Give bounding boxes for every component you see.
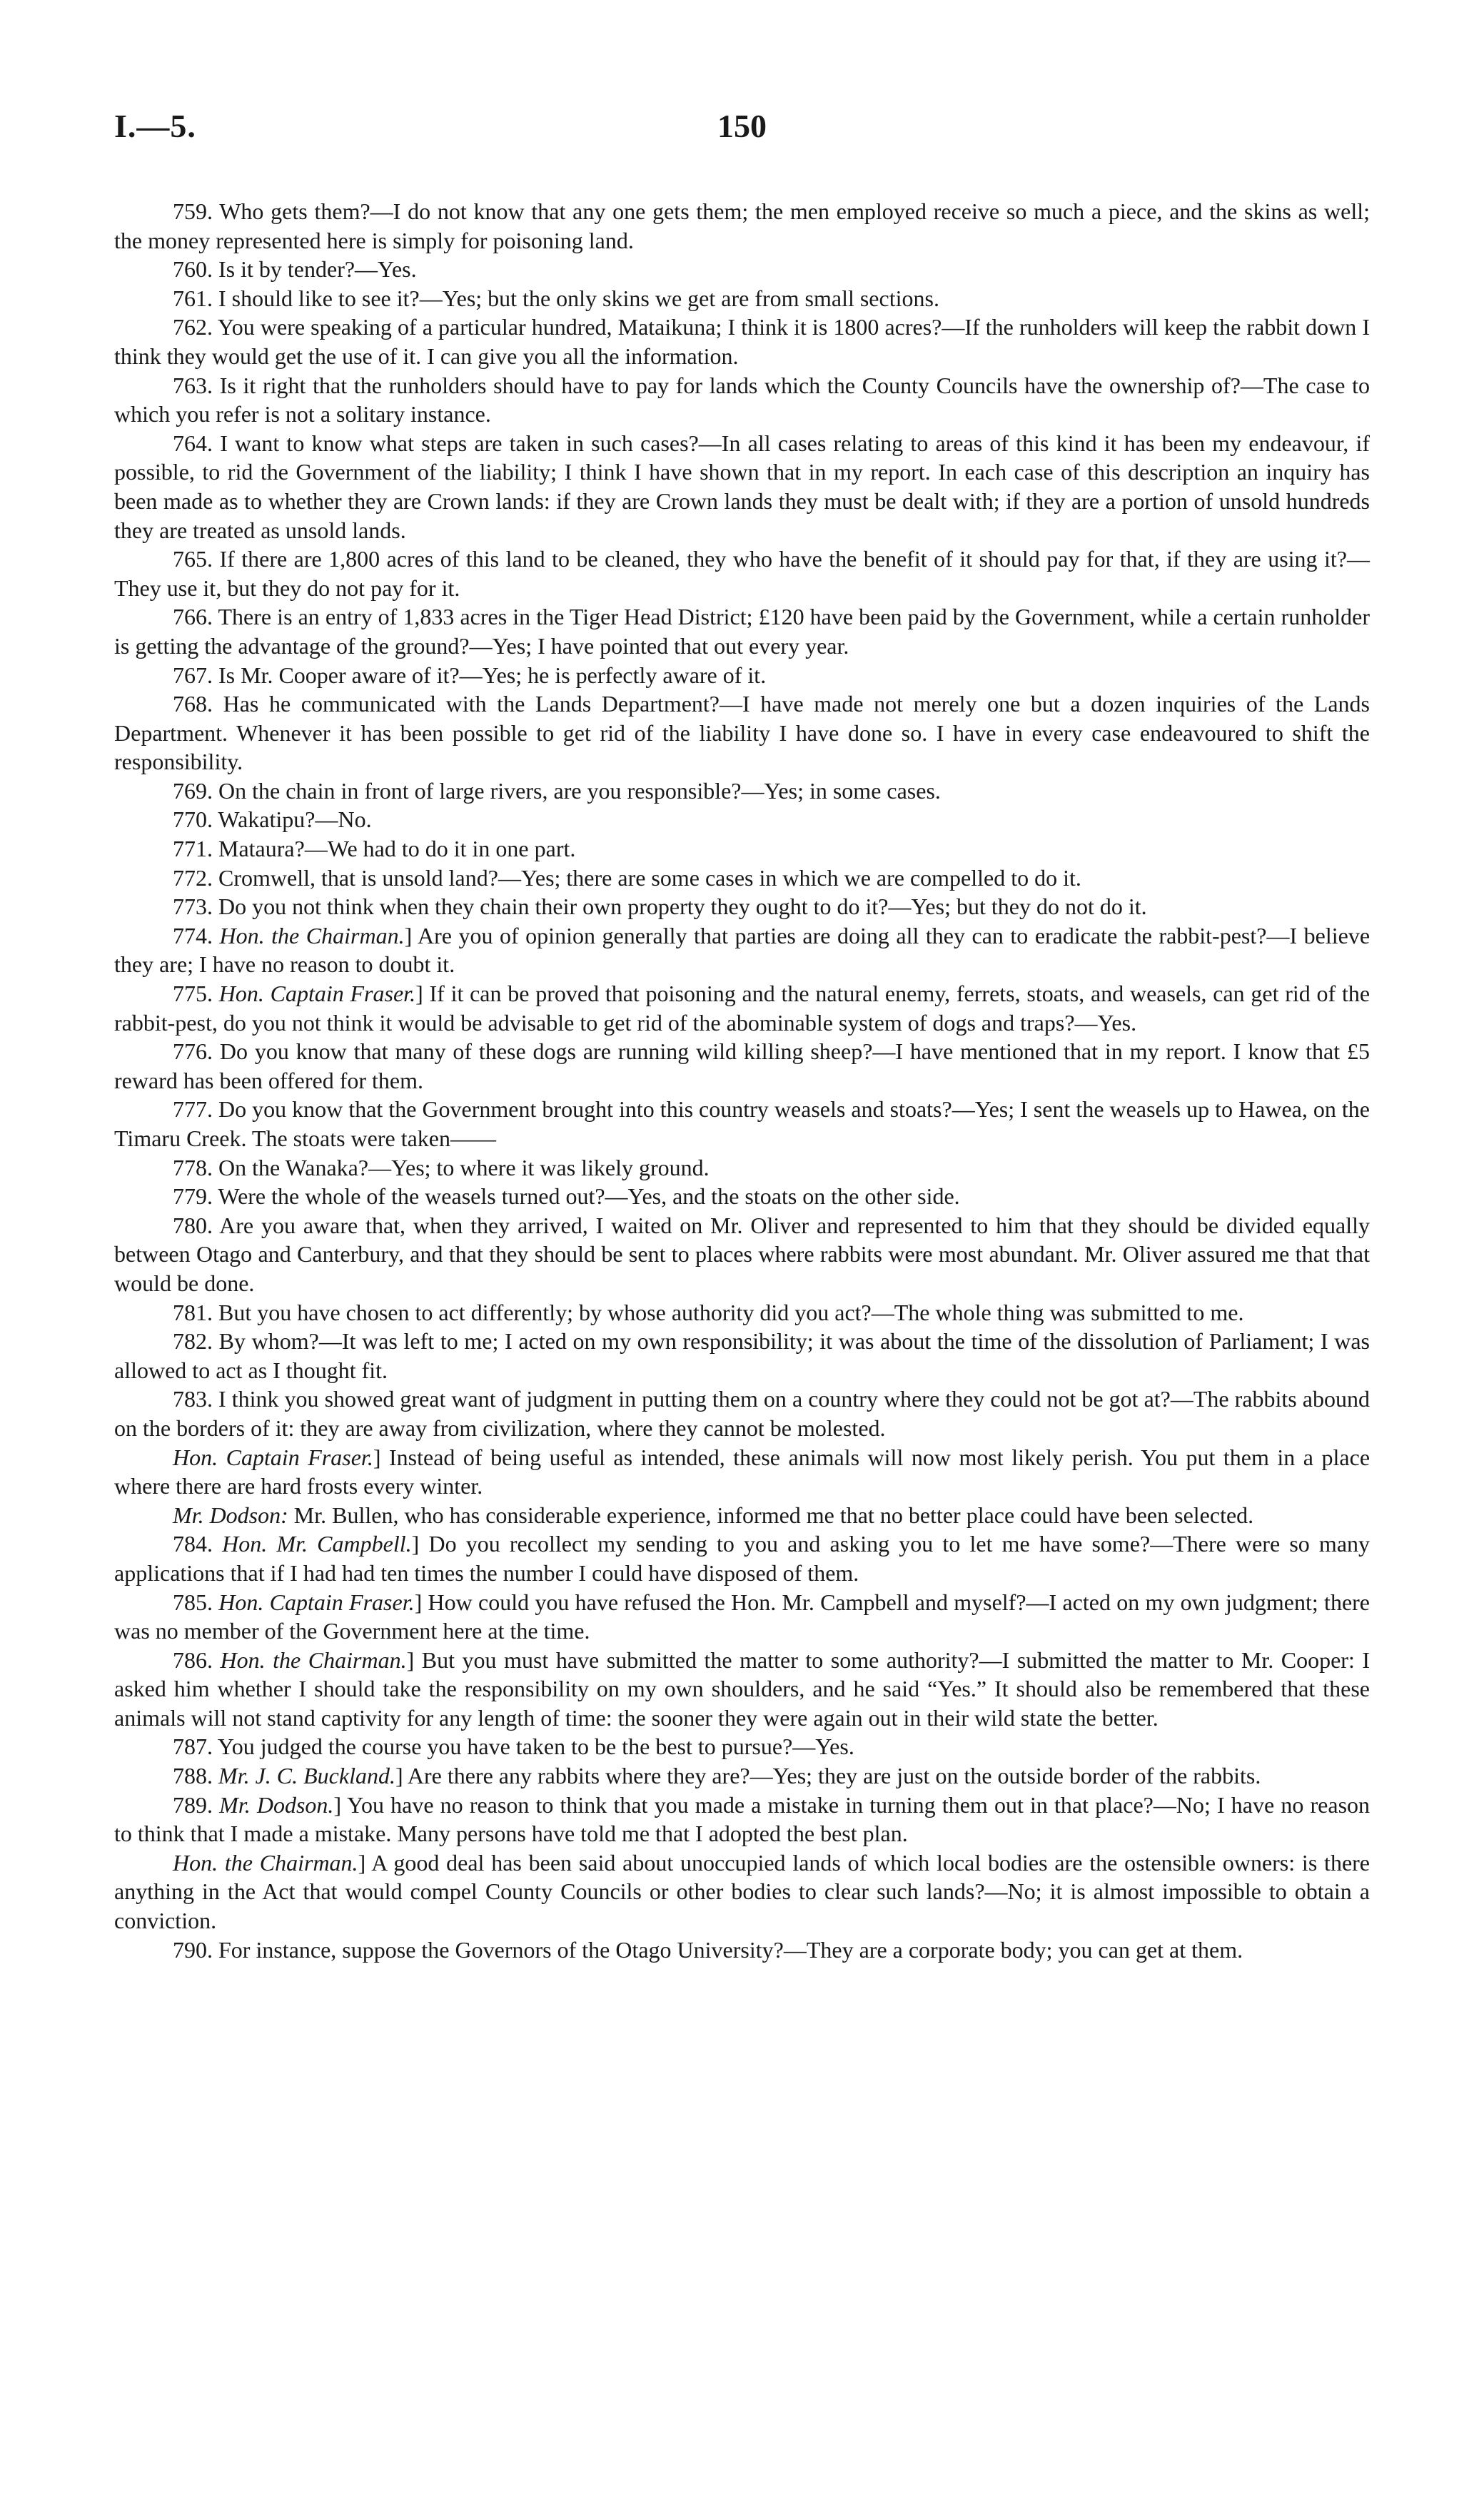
evidence-paragraph [114,776,1370,806]
speaker-name: Mr. J. C. Buckland. [218,1763,395,1789]
paper-reference: I.—5. [114,108,196,144]
paragraph-text: 759. Who gets them?—I do not know that any one gets them; the men employed receive so much a piece, and the skins as well; the money represented here is simply for poisoning land. [114,198,1370,253]
paragraph-text: Are you of opinion generally that parties are doing all they can to eradicate the rabbit-pest?—I believe they are; I have no reason to doubt it. [114,922,1371,978]
paragraph-text: Do you recollect my sending to you and asking you to let me have some?—There were so many applications that if I had had ten times the number I could have disposed of them. [114,1531,1371,1586]
paragraph-text: Mr. Bullen, who has considerable experience, informed me that no better place could have been selected. [293,1502,1254,1528]
evidence-paragraph: 774. Hon. the Chairman.] Are you of opinion generally that parties are doing all they can to eradicate the rabbit-pest?—I believe they are; I have no reason to doubt it. [114,922,1371,978]
paragraph-text: But you must have submitted the matter to some authority?—I submitted the matter to Mr. Cooper: I asked him whether I should take the responsibility on my own shoulders, and he said “Yes.” It should also be remembered that these animals will not stand captivity for any length of time: the sooner they were again out in their wild state the better. [114,1646,1371,1731]
speaker-name: Hon. Captain Fraser. [173,1444,373,1470]
question-number: 785. [173,1589,213,1615]
question-number: 784. [173,1531,213,1557]
paragraph-text: 761. I should like to see it?—Yes; but the only skins we get are from small sections. [173,285,939,311]
paragraph-text: 764. I want to know what steps are taken in such cases?—In all cases relating to areas of this kind it has been my endeavour, if possible, to rid the Government of the liability; I think I have shown that in my report. In each case of this description an inquiry has been made as to whether they are Crown lands: if they are Crown lands they must be dealt with; if they are a portion of unsold hundreds they are treated as unsold lands. [114,430,1370,543]
evidence-paragraph: Hon. Captain Fraser.] Instead of being useful as intended, these animals will now most likely perish. You put them in a place where there are hard frosts every winter. [114,1444,1371,1499]
speaker-name: Hon. the Chairman. [219,922,405,948]
evidence-paragraph [114,805,1370,834]
page-header [114,107,1370,164]
evidence-paragraph [114,864,1370,893]
evidence-paragraph: 775. Hon. Captain Fraser.] If it can be proved that poisoning and the natural enemy, ferrets, stoats, and weasels, can get rid of the rabbit-pest, do you not think it would be advisable to get rid of the abominable system of dogs and traps?—Yes. [114,981,1371,1036]
evidence-paragraph [114,1327,1370,1385]
evidence-paragraph: 784. Hon. Mr. Campbell.] Do you recollect my sending to you and asking you to let me have some?—There were so many applications that if I had had ten times the number I could have disposed of them. [114,1531,1371,1586]
paragraph-text: If it can be proved that poisoning and the natural enemy, ferrets, stoats, and weasels, can get rid of the rabbit-pest, do you not think it would be advisable to get rid of the abominable system of dogs and traps?—Yes. [114,981,1371,1036]
paragraph-text: 776. Do you know that many of these dogs are running wild killing sheep?—I have mentioned that in my report. I know that £5 reward has been offered for them. [114,1038,1370,1093]
paragraph-text: 781. But you have chosen to act differently; by whose authority did you act?—The whole thing was submitted to me. [173,1299,1244,1325]
paragraph-text: 783. I think you showed great want of judgment in putting them on a country where they could not be got at?—The rabbits abound on the borders of it: they are away from civilization, where they cannot be molested. [114,1386,1370,1441]
speaker-name: Hon. the Chairman. [173,1849,358,1876]
evidence-paragraph: 785. Hon. Captain Fraser.] How could you have refused the Hon. Mr. Campbell and myself?—I acted on my own judgment; there was no member of the Government here at the time. [114,1589,1370,1644]
evidence-paragraph [114,1153,1370,1183]
paragraph-text: 780. Are you aware that, when they arrived, I waited on Mr. Oliver and represented to him that they should be divided equally between Otago and Canterbury, and that they should be sent to places where rabbits were most abundant. Mr. Oliver assured me that that would be done. [114,1212,1370,1296]
paragraph-text: You have no reason to think that you made a mistake in turning them out in that place?—No; I have no reason to think that I made a mistake. Many persons have told me that I adopted the best plan. [114,1791,1371,1847]
evidence-paragraph [114,284,1370,313]
paragraph-text: 787. You judged the course you have taken to be the best to pursue?—Yes. [173,1734,854,1760]
evidence-paragraph [114,1298,1370,1327]
paragraph-text: 772. Cromwell, that is unsold land?—Yes; there are some cases in which we are compelled to do it. [173,864,1081,891]
evidence-paragraph [114,689,1370,776]
paragraph-text: 771. Mataura?—We had to do it in one part. [173,836,576,862]
question-number: 786. [173,1646,213,1673]
paragraph-text: How could you have refused the Hon. Mr. Campbell and myself?—I acted on my own judgment; there was no member of the Government here at the time. [114,1589,1370,1644]
paragraph-text: 778. On the Wanaka?—Yes; to where it was likely ground. [173,1154,710,1180]
paragraph-text: 790. For instance, suppose the Governors of the Otago University?—They are a corporate body; you can get at them. [173,1936,1243,1963]
evidence-paragraph [114,1501,1370,1530]
speaker-name: Mr. Dodson: [173,1502,288,1528]
evidence-paragraph [114,545,1370,602]
evidence-paragraph: 788. Mr. J. C. Buckland.] Are there any rabbits where they are?—Yes; they are just on the outside border of the rabbits. [173,1763,1261,1789]
paragraph-text: 760. Is it by tender?—Yes. [173,256,417,283]
evidence-paragraph [114,1211,1370,1298]
evidence-paragraph: Hon. the Chairman.] A good deal has been said about unoccupied lands of which local bodies are the ostensible owners: is there anything in the Act that would compel County Councils or other bodies to clear such lands?—No; it is almost impossible to obtain a conviction. [114,1849,1371,1934]
evidence-paragraph [114,1385,1370,1442]
evidence-paragraph [114,1182,1370,1211]
evidence-paragraph [114,1095,1370,1153]
paragraph-text: A good deal has been said about unoccupied lands of which local bodies are the ostensible owners: is there anything in the Act that would compel County Councils or other bodies to clear such lands?—No; it is almost impossible to obtain a conviction. [114,1849,1371,1934]
paragraph-text: 777. Do you know that the Government brought into this country weasels and stoats?—Yes; I sent the weasels up to Hawea, on the Timaru Creek. The stoats were taken—— [114,1096,1370,1151]
paragraph-text: 782. By whom?—It was left to me; I acted on my own responsibility; it was about the time of the dissolution of Parliament; I was allowed to act as I thought fit. [114,1328,1370,1383]
evidence-paragraph [114,834,1370,864]
paragraph-text: 762. You were speaking of a particular hundred, Mataikuna; I think it is 1800 acres?—If the runholders will keep the rabbit down I think they would get the use of it. I can give you all the information. [114,314,1370,369]
speaker-name: Hon. Captain Fraser. [218,981,416,1007]
paragraph-text: 768. Has he communicated with the Lands Department?—I have made not merely one but a dozen inquiries of the Lands Department. Whenever it has been possible to get rid of the liability I have done so. I have in every case endeavoured to shift the responsibility. [114,691,1370,775]
speaker-name: Hon. the Chairman. [220,1646,407,1673]
evidence-paragraph: 789. Mr. Dodson.] You have no reason to think that you made a mistake in turning them out in that place?—No; I have no reason to think that I made a mistake. Many persons have told me that I adopted the best plan. [114,1791,1371,1847]
question-number: 789. [173,1791,213,1818]
evidence-paragraph [114,1935,1370,1965]
paragraph-text: 767. Is Mr. Cooper aware of it?—Yes; he is perfectly aware of it. [173,662,767,688]
evidence-text [114,197,1370,1964]
paragraph-text: 773. Do you not think when they chain their own property they ought to do it?—Yes; but they do not do it. [173,894,1147,920]
evidence-paragraph [114,661,1370,690]
evidence-paragraph [114,197,1370,255]
evidence-paragraph: 786. Hon. the Chairman.] But you must have submitted the matter to some authority?—I submitted the matter to Mr. Cooper: I asked him whether I should take the responsibility on my own shoulders, and he said “Yes.” It should also be remembered that these animals will not stand captivity for any length of time: the sooner they were again out in their wild state the better. [114,1646,1371,1731]
question-number: 774. [173,922,213,948]
evidence-paragraph [114,1037,1370,1095]
question-number: 775. [173,981,213,1007]
paragraph-text: 769. On the chain in front of large rivers, are you responsible?—Yes; in some cases. [173,777,941,804]
evidence-paragraph [114,892,1370,921]
evidence-paragraph [114,602,1370,660]
page-number: 150 [717,108,767,144]
paragraph-text: 765. If there are 1,800 acres of this land to be cleaned, they who have the benefit of it should pay for that, if they are using it?—They use it, but they do not pay for it. [114,546,1370,601]
paragraph-text: 779. Were the whole of the weasels turned out?—Yes, and the stoats on the other side. [173,1183,960,1210]
evidence-paragraph [114,1732,1370,1761]
evidence-paragraph [114,429,1370,545]
paragraph-text: Are there any rabbits where they are?—Yes; they are just on the outside border of the rabbits. [407,1763,1261,1789]
paragraph-text: 763. Is it right that the runholders should have to pay for lands which the County Councils have the ownership of?—The case to which you refer is not a solitary instance. [114,372,1370,427]
evidence-paragraph [114,255,1370,284]
evidence-paragraph [114,371,1370,429]
speaker-name: Mr. Dodson. [219,1791,334,1818]
speaker-name: Hon. Mr. Campbell. [222,1531,412,1557]
paragraph-text: Instead of being useful as intended, these animals will now most likely perish. You put them in a place where there are hard frosts every winter. [114,1444,1371,1499]
speaker-name: Hon. Captain Fraser. [218,1589,415,1615]
evidence-paragraph [114,313,1370,370]
paragraph-text: 770. Wakatipu?—No. [173,806,372,833]
question-number: 788. [173,1763,213,1789]
paragraph-text: 766. There is an entry of 1,833 acres in the Tiger Head District; £120 have been paid by the Government, while a certain runholder is getting the advantage of the ground?—Yes; I have pointed that out every year. [114,604,1370,659]
